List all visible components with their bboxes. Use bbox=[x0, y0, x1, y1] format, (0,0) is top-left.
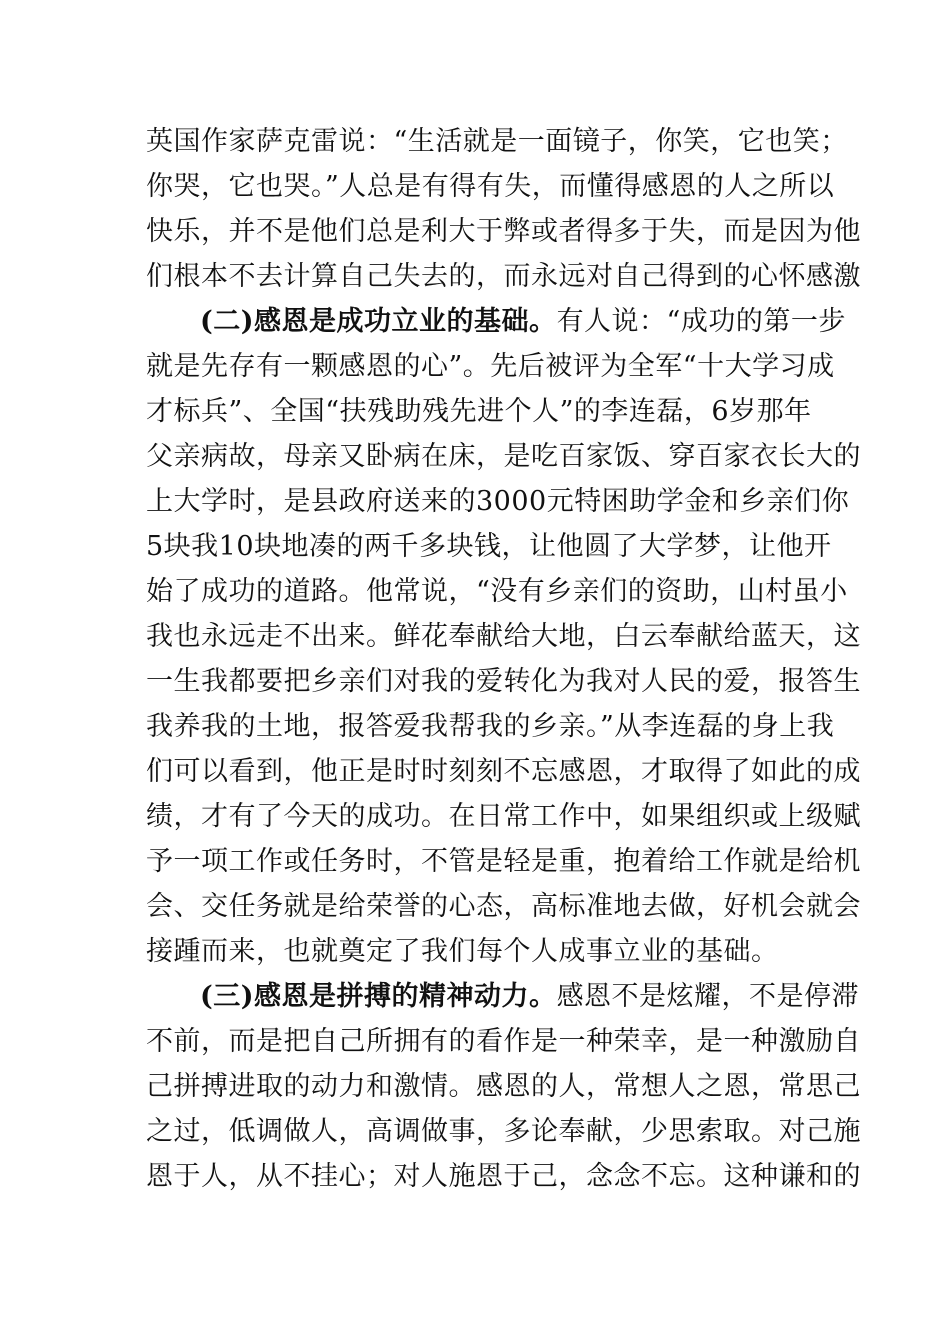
text-line: 英国作家萨克雷说：“生活就是一面镜子，你笑，它也笑； bbox=[146, 126, 848, 157]
text-line: 会、交任务就是给荣誉的心态，高标准地去做，好机会就会 bbox=[146, 891, 861, 922]
paragraph-first-line bbox=[200, 302, 846, 342]
text-line: 5块我10块地凑的两千多块钱，让他圆了大学梦，让他开 bbox=[146, 531, 832, 562]
text-line: 们根本不去计算自己失去的，而永远对自己得到的心怀感激 bbox=[146, 261, 861, 292]
text-line: 不前，而是把自己所拥有的看作是一种荣幸，是一种激励自 bbox=[146, 1026, 861, 1057]
section-heading: (三)感恩是拼搏的精神动力。 bbox=[200, 981, 557, 1012]
section-heading: (二)感恩是成功立业的基础。 bbox=[200, 306, 557, 337]
text-line: 一生我都要把乡亲们对我的爱转化为我对人民的爱，报答生 bbox=[146, 666, 861, 697]
text-line: 就是先存有一颗感恩的心”。先后被评为全军“十大学习成 bbox=[146, 351, 835, 382]
text-line: 我养我的土地，报答爱我帮我的乡亲。”从李连磊的身上我 bbox=[146, 711, 835, 742]
text-line: 们可以看到，他正是时时刻刻不忘感恩，才取得了如此的成 bbox=[146, 756, 861, 787]
text-line: 才标兵”、全国“扶残助残先进个人”的李连磊，6岁那年 bbox=[146, 396, 812, 427]
text-line: 你哭，它也哭。”人总是有得有失，而懂得感恩的人之所以 bbox=[146, 171, 835, 202]
text-line: 恩于人，从不挂心；对人施恩于己，念念不忘。这种谦和的 bbox=[146, 1161, 861, 1192]
paragraph-first-line bbox=[200, 977, 859, 1017]
text-line: 上大学时，是县政府送来的3000元特困助学金和乡亲们你 bbox=[146, 486, 850, 517]
text-line: 予一项工作或任务时，不管是轻是重，抱着给工作就是给机 bbox=[146, 846, 861, 877]
text-line: 始了成功的道路。他常说，“没有乡亲们的资助，山村虽小 bbox=[146, 576, 848, 607]
text-span: 感恩不是炫耀，不是停滞 bbox=[556, 981, 860, 1012]
text-line: 接踵而来，也就奠定了我们每个人成事立业的基础。 bbox=[146, 936, 779, 967]
text-line: 父亲病故，母亲又卧病在床，是吃百家饭、穿百家衣长大的 bbox=[146, 441, 861, 472]
text-line: 我也永远走不出来。鲜花奉献给大地，白云奉献给蓝天，这 bbox=[146, 621, 861, 652]
text-span: 有人说：“成功的第一步 bbox=[556, 306, 846, 337]
text-line: 绩，才有了今天的成功。在日常工作中，如果组织或上级赋 bbox=[146, 801, 861, 832]
text-line: 己拼搏进取的动力和激情。感恩的人，常想人之恩，常思己 bbox=[146, 1071, 861, 1102]
text-line: 快乐，并不是他们总是利大于弊或者得多于失，而是因为他 bbox=[146, 216, 861, 247]
text-line: 之过，低调做人，高调做事，多论奉献，少思索取。对己施 bbox=[146, 1116, 861, 1147]
